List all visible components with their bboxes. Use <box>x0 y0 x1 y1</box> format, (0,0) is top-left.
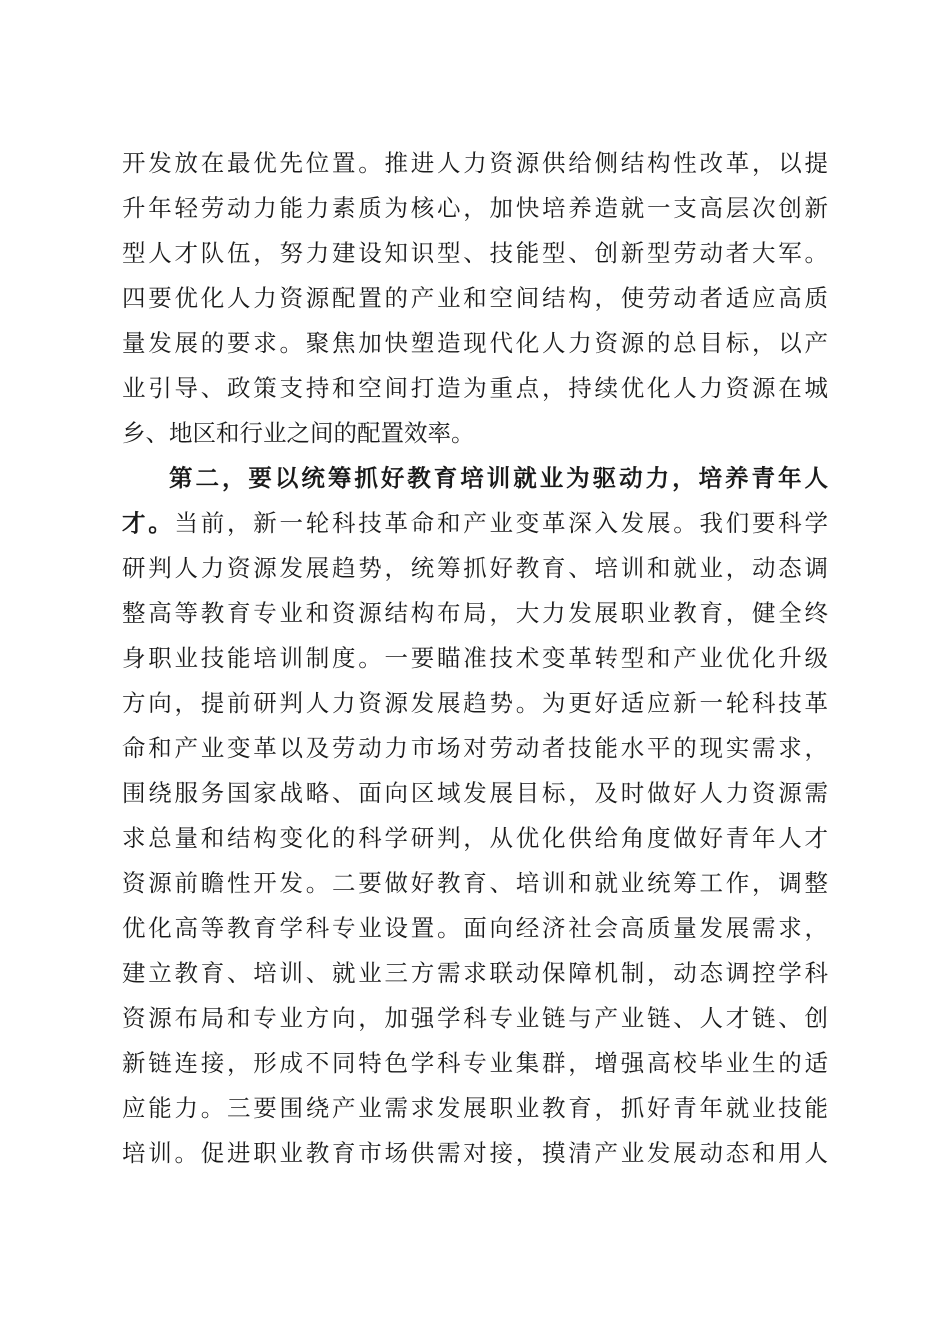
text-line <box>122 501 828 546</box>
section-heading: 第二，要以统筹抓好教育培训就业为驱动力，培养青年人 <box>169 464 828 492</box>
text-line: 建立教育、培训、就业三方需求联动保障机制，动态调控学科 <box>122 959 828 987</box>
text-line: 升年轻劳动力能力素质为核心，加快培养造就一支高层次创新 <box>122 194 828 222</box>
text-line: 资源前瞻性开发。二要做好教育、培训和就业统筹工作，调整 <box>122 869 828 897</box>
text-line: 乡、地区和行业之间的配置效率。 <box>122 419 475 447</box>
text-line: 量发展的要求。聚焦加快塑造现代化人力资源的总目标，以产 <box>122 329 828 357</box>
text-line: 整高等教育专业和资源结构布局，大力发展职业教育，健全终 <box>122 599 828 627</box>
text-line: 身职业技能培训制度。一要瞄准技术变革转型和产业优化升级 <box>122 644 828 672</box>
text-line: 资源布局和专业方向，加强学科专业链与产业链、人才链、创 <box>122 1004 828 1032</box>
text-line: 优化高等教育学科专业设置。面向经济社会高质量发展需求， <box>122 914 828 942</box>
text-line: 开发放在最优先位置。推进人力资源供给侧结构性改革，以提 <box>122 149 828 177</box>
text-line: 新链连接，形成不同特色学科专业集群，增强高校毕业生的适 <box>122 1049 828 1077</box>
text-line: 应能力。三要围绕产业需求发展职业教育，抓好青年就业技能 <box>122 1094 828 1122</box>
section-heading-end: 才。 <box>122 509 175 537</box>
text-line: 命和产业变革以及劳动力市场对劳动者技能水平的现实需求， <box>122 734 828 762</box>
text-line: 培训。促进职业教育市场供需对接，摸清产业发展动态和用人 <box>122 1139 828 1167</box>
text-line: 四要优化人力资源配置的产业和空间结构，使劳动者适应高质 <box>122 284 828 312</box>
body-text <box>122 141 828 1176</box>
text-line: 围绕服务国家战略、面向区域发展目标，及时做好人力资源需 <box>122 779 828 807</box>
text-line: 型人才队伍，努力建设知识型、技能型、创新型劳动者大军。 <box>122 239 828 267</box>
text-line: 求总量和结构变化的科学研判，从优化供给角度做好青年人才 <box>122 824 828 852</box>
text-line-rest: 当前，新一轮科技革命和产业变革深入发展。我们要科学 <box>174 509 828 537</box>
text-line: 研判人力资源发展趋势，统筹抓好教育、培训和就业，动态调 <box>122 554 828 582</box>
text-line: 方向，提前研判人力资源发展趋势。为更好适应新一轮科技革 <box>122 689 828 717</box>
text-line: 业引导、政策支持和空间打造为重点，持续优化人力资源在城 <box>122 374 828 402</box>
